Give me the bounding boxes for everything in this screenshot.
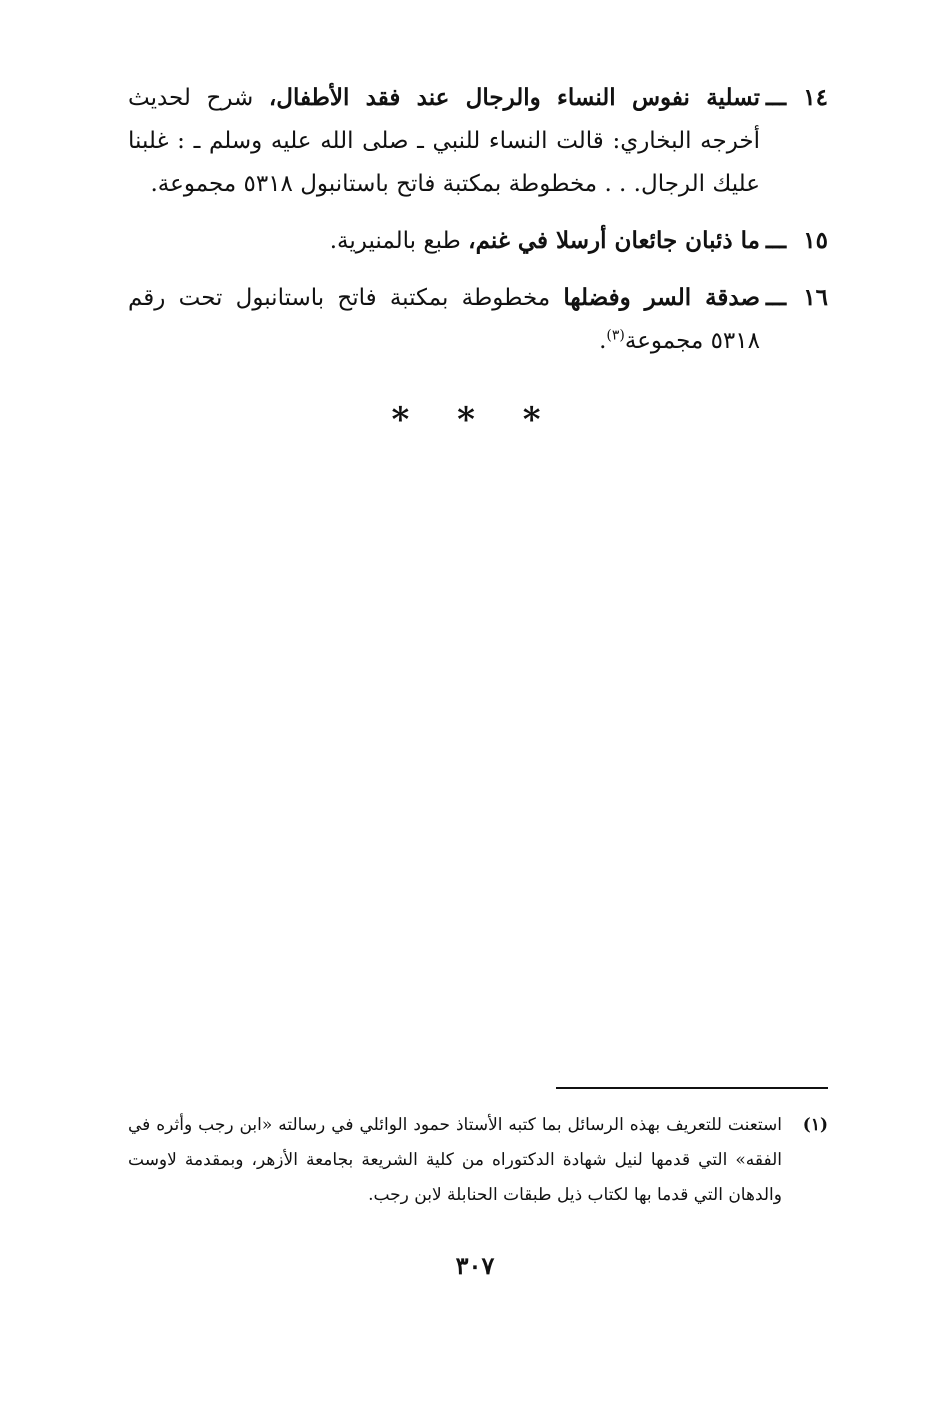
entries-list [128,76,828,376]
entry-number: ١٥ [803,227,828,254]
entry-body [128,276,760,363]
entry-dash: ـــ [765,227,787,254]
entry-number: ١٦ [803,284,828,311]
entry-body [128,76,760,206]
entry-dash: ـــ [765,84,787,111]
entry-15 [128,219,828,263]
footnote-number: (١) [802,1115,828,1135]
entry-tail: . [599,328,607,354]
entry-dash: ـــ [765,284,787,311]
entry-number: ١٤ [803,84,828,111]
entry-title: تسلية نفوس النساء والرجال عند فقد الأطفال، [268,84,761,111]
footnote-text: استعنت للتعريف بهذه الرسائل بما كتبه الأستاذ حمود الوائلي في رسالته «ابن رجب وأثره في الفقه» التي قدمها لنيل شهادة الدكتوراه من كلية الشريعة بجامعة الأزهر، وبمقدمة لاوست والدهان التي قدما بها لكتاب ذيل طبقات الحنابلة لابن رجب. [128,1115,782,1205]
entry-text: طبع بالمنيرية. [329,228,469,254]
footnote-reference[interactable]: (٣) [606,327,625,344]
entry-text: مخطوطة بمكتبة فاتح باستانبول تحت رقم ٥٣١٨ مجموعة [128,285,760,354]
section-separator: * * * [391,400,559,440]
entry-title: ما ذئبان جائعان أرسلا في غنم، [468,227,760,254]
entry-text: شرح لحديث أخرجه البخاري: قالت النساء للنبي ـ صلى الله عليه وسلم ـ : غلبنا عليك الرجال. . . مخطوطة بمكتبة فاتح باستانبول ٥٣١٨ مجموعة. [128,85,760,197]
entry-14 [128,76,828,206]
footnote [128,1108,828,1213]
page-number: ٣٠٧ [455,1251,495,1280]
footnote-divider [556,1087,828,1089]
entry-body [128,219,760,263]
entry-title: صدقة السر وفضلها [563,284,760,311]
entry-16 [128,276,828,363]
